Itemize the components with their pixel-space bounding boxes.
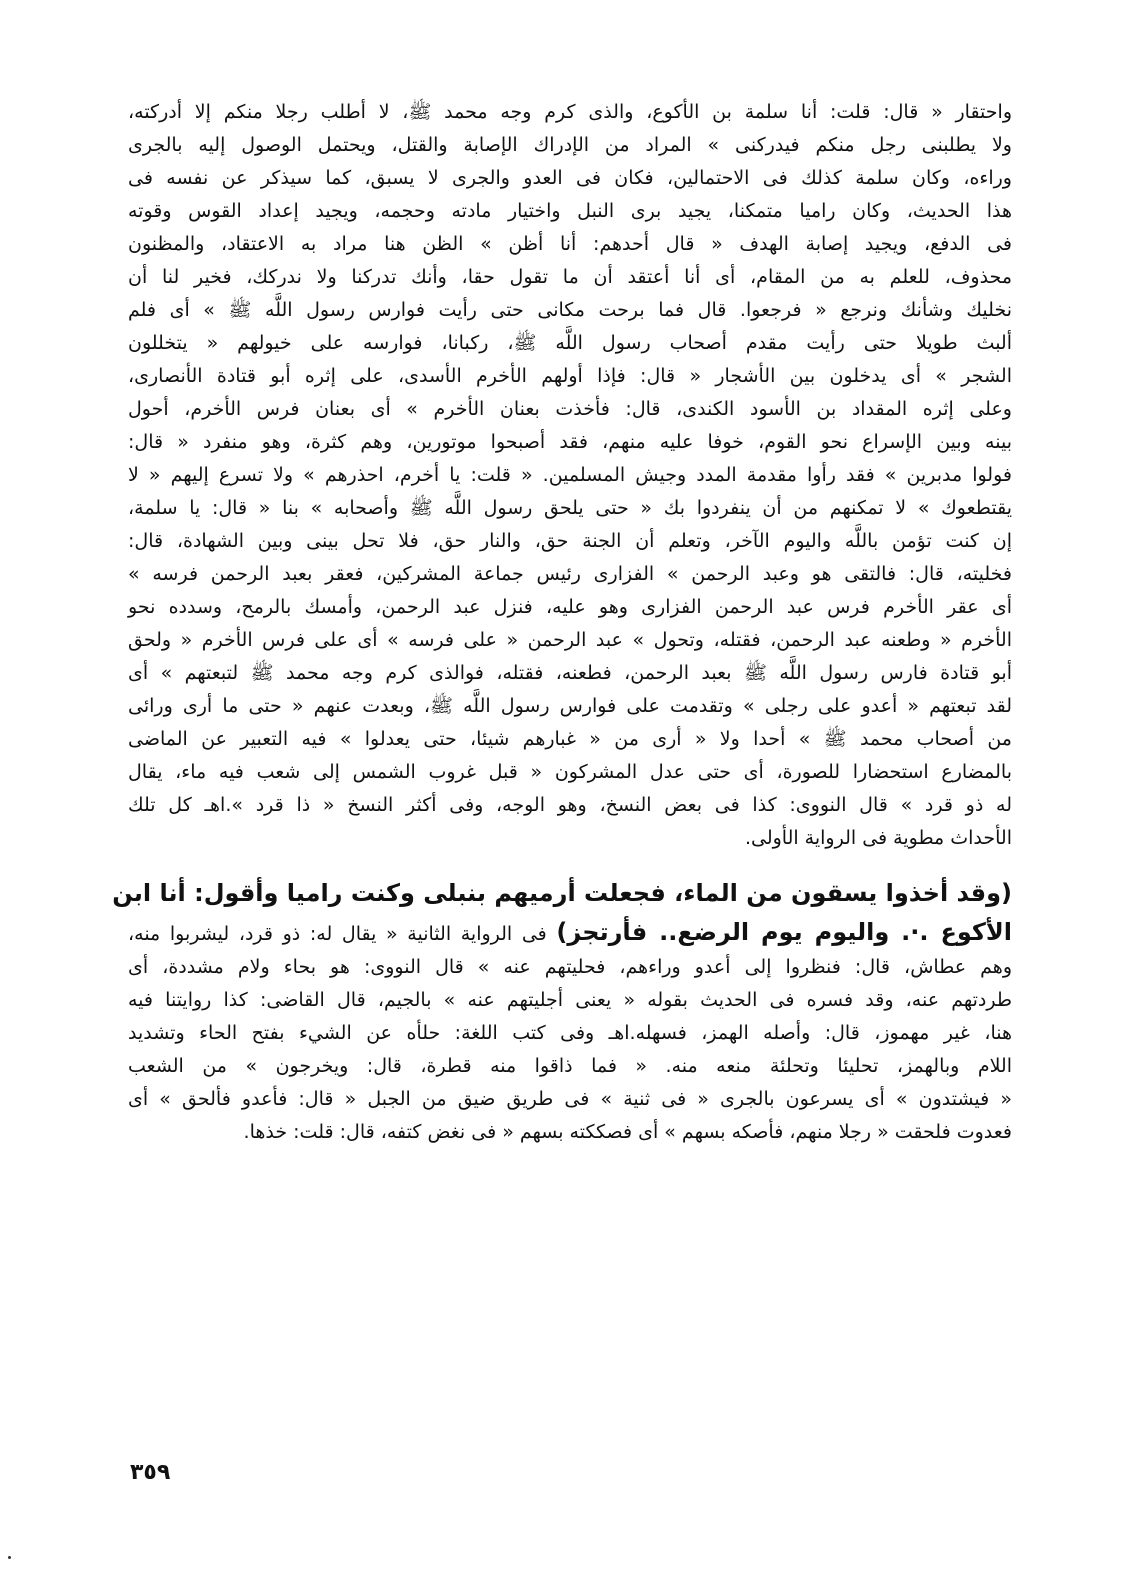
commentary-block-2 xyxy=(128,951,1012,1149)
text-line: أبو قتادة فارس رسول اللَّه ﷺ بعبد الرحمن، فطعنه، فقتله، فوالذى كرم وجه محمد ﷺ لتبعتهم » أى xyxy=(128,662,1012,684)
text-line: محذوف، للعلم به من المقام، أى أنا أعتقد أن ما تقول حقا، وأنك تدركنا ولا ندركك، فخير لنا أن xyxy=(128,266,1012,288)
text-line: واحتقار « قال: قلت: أنا سلمة بن الأكوع، والذى كرم وجه محمد ﷺ، لا أطلب رجلا منكم إلا أدركته، xyxy=(128,101,1012,123)
text-line: الشجر » أى يدخلون بين الأشجار « قال: فإذا أولهم الأخرم الأسدى، على إثره أبو قتادة الأنصارى، xyxy=(128,365,1012,387)
text-line: اللام وبالهمز، تحليئا وتحلئة منعه منه. « فما ذاقوا منه قطرة، قال: ويخرجون » من الشعب xyxy=(128,1055,1012,1077)
text-line: هنا، غير مهموز، قال: وأصله الهمز، فسهله.اهـ وفى كتب اللغة: حلأه عن الشيء بفتح الحاء وتشديد xyxy=(128,1022,1012,1044)
page-number: ٣٥٩ xyxy=(130,1460,171,1485)
text-line: الأخرم « وطعنه عبد الرحمن، فقتله، وتحول » عبد الرحمن « على فرسه » أى على فرس الأخرم « ولحق xyxy=(128,629,1012,651)
hadith-text-bold: الأكوع .·. واليوم يوم الرضع.. فأرتجز) xyxy=(556,918,1012,946)
text-line: فعدوت فلحقت « رجلا منهم، فأصكه بسهم » أى فصككته بسهم « فى نغض كتفه، قال: قلت: خذها. xyxy=(243,1121,1012,1143)
hadith-mixed-line xyxy=(128,913,1012,951)
commentary-text: فى الرواية الثانية « يقال له: ذو قرد، ليشربوا منه، xyxy=(128,923,547,945)
text-line: أى عقر الأخرم فرس عبد الرحمن الفزارى وهو عليه، فنزل عبد الرحمن، وأمسك بالرمح، وسدده نحو xyxy=(128,596,1012,618)
text-line: هذا الحديث، وكان راميا متمكنا، يجيد برى النبل واختيار مادته وحجمه، ويجيد إعداد القوس وقوته xyxy=(128,200,1012,222)
text-line: نخليك وشأنك ونرجع « فرجعوا. قال فما برحت مكانى حتى رأيت فوارس رسول اللَّه ﷺ » أى فلم xyxy=(128,299,1012,321)
text-line: فخليته، قال: فالتقى هو وعبد الرحمن » الفزارى رئيس جماعة المشركين، فعقر بعبد الرحمن فرسه » xyxy=(128,563,1012,585)
text-line: وعلى إثره المقداد بن الأسود الكندى، قال: فأخذت بعنان الأخرم » أى بعنان فرس الأخرم، أحول xyxy=(128,398,1012,420)
text-line: طردتهم عنه، وقد فسره فى الحديث بقوله « يعنى أجليتهم عنه » بالجيم، قال القاضى: كذا روايتنا فيه xyxy=(128,989,1012,1011)
text-line: يقتطعوك » لا تمكنهم من أن ينفردوا بك « حتى يلحق رسول اللَّه ﷺ وأصحابه » بنا « قال: يا سلمة، xyxy=(128,497,1012,519)
text-line: فولوا مدبرين » فقد رأوا مقدمة المدد وجيش المسلمين. « قلت: يا أخرم، احذرهم » ولا تسرع إليهم « لا xyxy=(128,464,1012,486)
text-line: « فيشتدون » أى يسرعون بالجرى « فى ثنية » فى طريق ضيق من الجبل « قال: فأعدو فألحق » أى xyxy=(128,1088,1012,1110)
commentary-block-1 xyxy=(128,96,1012,855)
hadith-text-line: (وقد أخذوا يسقون من الماء، فجعلت أرميهم بنبلى وكنت راميا وأقول: أنا ابن xyxy=(112,879,1012,907)
hadith-block xyxy=(112,873,1012,951)
text-line: بينه وبين الإسراع نحو القوم، خوفا عليه منهم، فقد أصبحوا موتورين، وهم كثرة، وهو منفرد « قال: xyxy=(128,431,1012,453)
scan-speck xyxy=(8,1556,11,1559)
text-line: ألبث طويلا حتى رأيت مقدم أصحاب رسول اللَّه ﷺ، ركبانا، فوارسه على خيولهم « يتخللون xyxy=(128,332,1012,354)
text-line: لقد تبعتهم « أعدو على رجلى » وتقدمت على فوارس رسول اللَّه ﷺ، وبعدت عنهم « حتى ما أرى ورائى xyxy=(128,695,1012,717)
text-line: ولا يطلبنى رجل منكم فيدركنى » المراد من الإدراك الإصابة والقتل، ويحتمل الوصول إليه بالجرى xyxy=(128,134,1012,156)
text-line: الأحداث مطوية فى الرواية الأولى. xyxy=(744,827,1012,849)
text-line: من أصحاب محمد ﷺ » أحدا ولا « أرى من « غبارهم شيئا، حتى يعدلوا » فيه التعبير عن الماضى xyxy=(128,728,1012,750)
text-line: بالمضارع استحضارا للصورة، أى حتى عدل المشركون « قبل غروب الشمس إلى شعب فيه ماء، يقال xyxy=(128,761,1012,783)
text-line: وهم عطاش، قال: فنظروا إلى أعدو وراءهم، فحليتهم عنه » قال النووى: هو بحاء ولام مشددة، أى xyxy=(128,956,1012,978)
text-line: له ذو قرد » قال النووى: كذا فى بعض النسخ، وهو الوجه، وفى أكثر النسخ « ذا قرد ».اهـ كل تلك xyxy=(128,794,1012,816)
text-line: إن كنت تؤمن باللَّه واليوم الآخر، وتعلم أن الجنة حق، والنار حق، فلا تحل بينى وبين الشهادة، قال: xyxy=(128,530,1012,552)
document-page xyxy=(112,96,1012,1149)
text-line: فى الدفع، ويجيد إصابة الهدف « قال أحدهم: أنا أظن » الظن هنا مراد به الاعتقاد، والمظنون xyxy=(128,233,1012,255)
paragraph-gap xyxy=(128,855,1012,873)
text-line: وراءه، وكان سلمة كذلك فى الاحتمالين، فكان فى العدو والجرى لا يسبق، كما سيذكر عن نفسه فى xyxy=(128,167,1012,189)
